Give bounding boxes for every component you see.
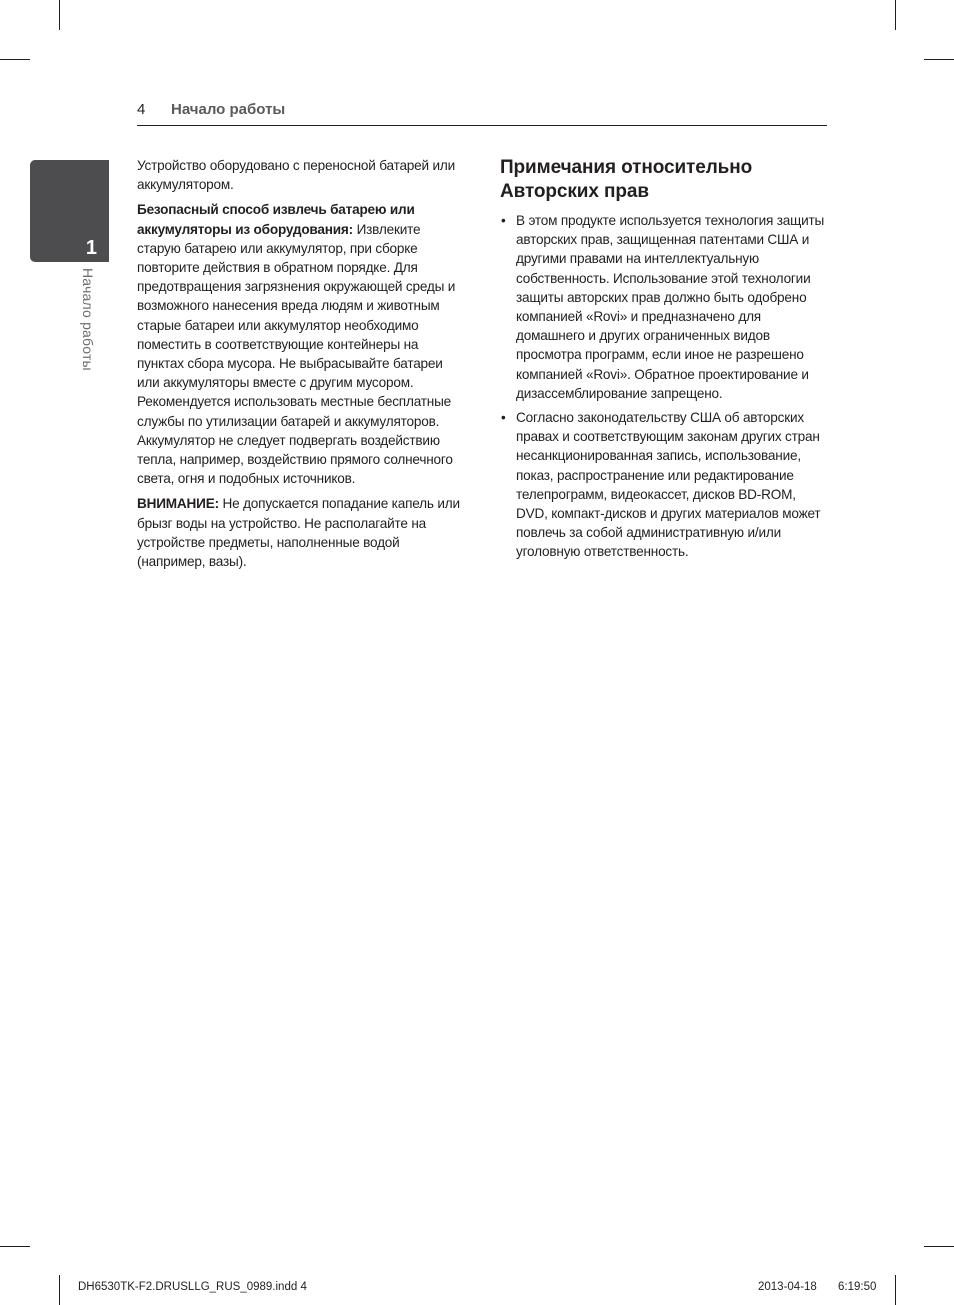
slug-date: 2013-04-18 bbox=[758, 1281, 817, 1293]
slug-file-name: DH6530TK-F2.DRUSLLG_RUS_0989.indd 4 bbox=[78, 1281, 307, 1293]
left-column bbox=[137, 156, 465, 577]
copyright-bullet-list bbox=[500, 211, 830, 562]
list-item bbox=[500, 211, 830, 403]
battery-text: Извлеките старую батарею или аккумулятор, при сборке повторите действия в обратном порядке. Для предотвращения загрязнения окружающей среды и возможного нанесения вреда людям и животным старые батареи или аккумулятор необходимо поместить в соответствующие контейнеры на пунктах сбора мусора. Не выбрасывайте батареи или аккумуляторы вместе с другим мусором. Рекомендуется использовать местные бесплатные службы по утилизации батарей и аккумуляторов. Аккумулятор не следует подвергать воздействию тепла, например, воздействию прямого солнечного света, огня и подобных источников. bbox=[137, 221, 456, 487]
slug-time: 6:19:50 bbox=[838, 1281, 877, 1293]
running-header bbox=[137, 99, 827, 126]
crop-mark bbox=[924, 59, 954, 60]
crop-mark bbox=[924, 1246, 954, 1247]
warning-heading: ВНИМАНИЕ: bbox=[137, 496, 219, 512]
crop-mark bbox=[59, 0, 60, 30]
list-item bbox=[500, 408, 830, 562]
list-item-text: Согласно законодательству США об авторских правах и соответствующим законам других стран несанкционированная запись, использование, показ, распространение или редактирование телепрограмм, видеокассет, дисков BD-ROM, DVD, компакт-дисков и других материалов может повлечь за собой административную и/или уголовную ответственность. bbox=[516, 410, 821, 560]
chapter-number: 1 bbox=[85, 237, 97, 259]
header-section-title: Начало работы bbox=[171, 101, 286, 118]
crop-mark bbox=[0, 59, 30, 60]
battery-paragraph bbox=[137, 200, 465, 488]
chapter-tab bbox=[30, 160, 109, 262]
crop-mark bbox=[895, 0, 896, 30]
chapter-side-label: Начало работы bbox=[80, 268, 96, 371]
crop-mark bbox=[895, 1275, 896, 1305]
bullet-icon: • bbox=[501, 410, 506, 426]
page-number: 4 bbox=[137, 101, 146, 118]
right-column bbox=[500, 156, 830, 567]
copyright-section-title: Примечания относительно Авторских прав bbox=[500, 157, 753, 202]
crop-mark bbox=[0, 1246, 30, 1247]
intro-paragraph: Устройство оборудовано с переносной батарей или аккумулятором. bbox=[137, 158, 456, 193]
list-item-text: В этом продукте используется технология защиты авторских прав, защищенная патентами США и другими правами на интеллектуальную собственность. Использование этой технологии защиты авторских прав должно быть одобрено компанией «Rovi» и предназначено для домашнего и других ограниченных видов просмотра программ, если иное не разрешено компанией «Rovi». Обратное проектирование и дизассемблирование запрещено. bbox=[516, 213, 825, 401]
warning-paragraph bbox=[137, 494, 465, 571]
crop-mark bbox=[59, 1275, 60, 1305]
battery-heading: Безопасный способ извлечь батарею или аккумуляторы из оборудования: bbox=[137, 202, 415, 237]
bullet-icon: • bbox=[501, 213, 506, 228]
warning-text: Не допускается попадание капель или брызг воды на устройство. Не располагайте на устройстве предметы, наполненные водой (например, вазы). bbox=[137, 496, 460, 570]
